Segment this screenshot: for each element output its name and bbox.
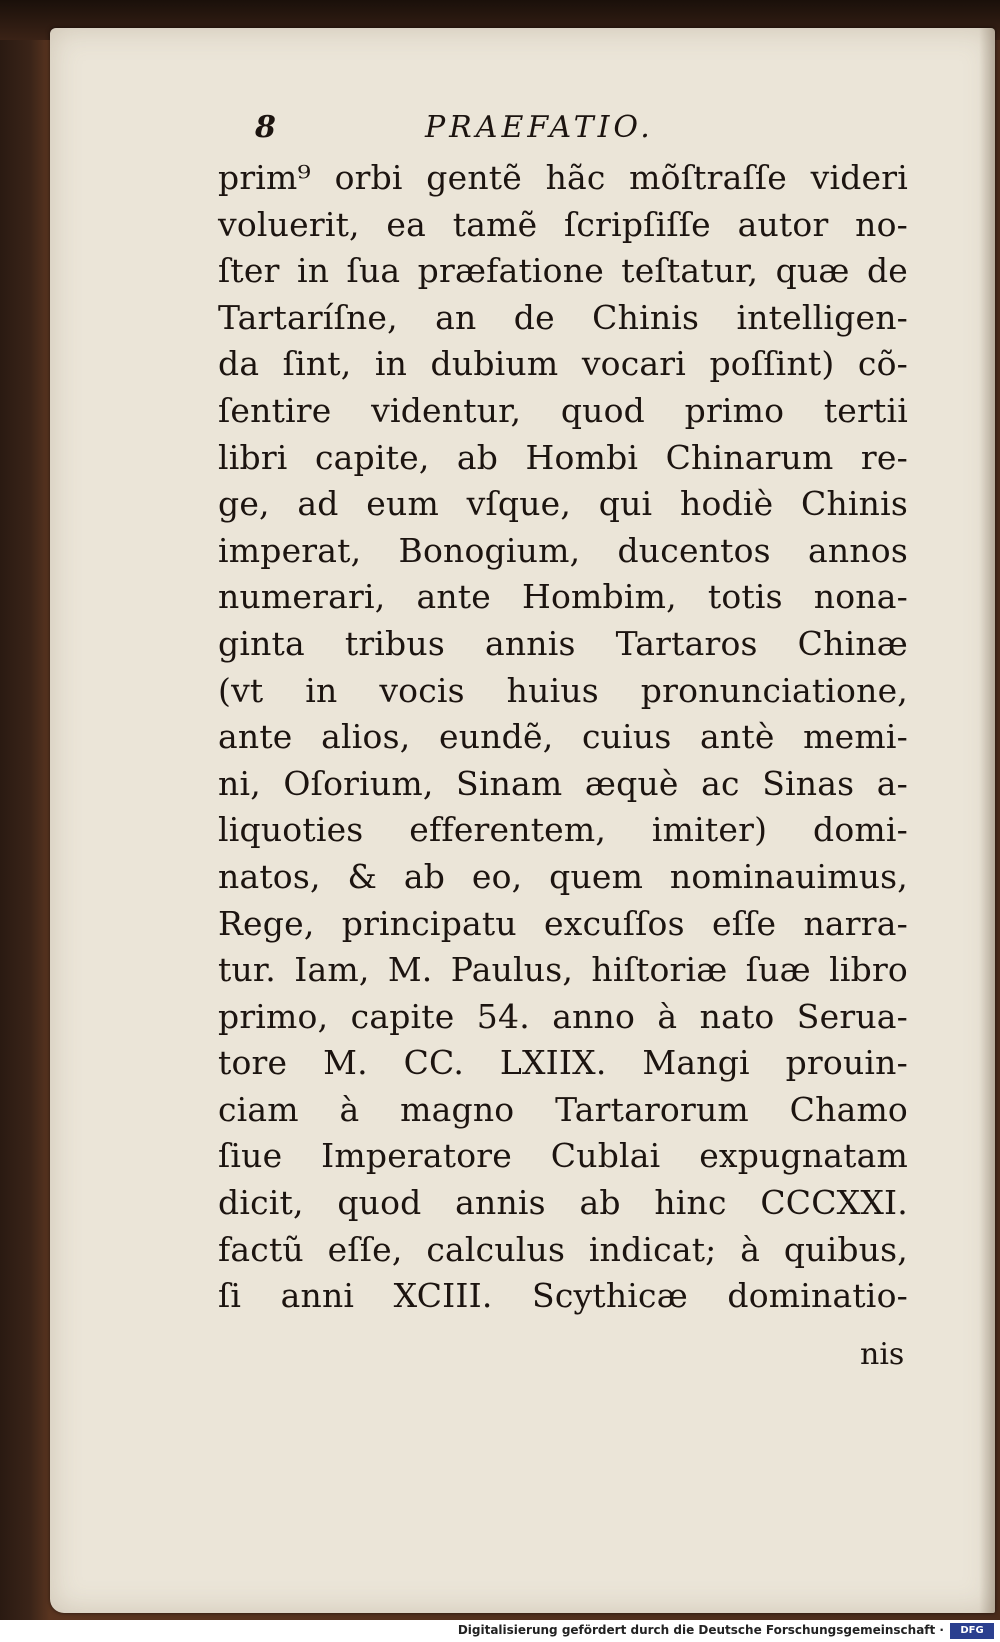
text-line: tur. Iam, M. Paulus, hiſtoriæ ſuæ libro — [218, 950, 908, 990]
text-line: ſter in ſua præfatione teſtatur, quæ de — [218, 251, 908, 291]
text-line: ante alios, eundẽ, cuius antè memi- — [218, 717, 908, 757]
text-line: ſiue Imperatore Cublai expugnatam — [218, 1136, 908, 1176]
dfg-logo: DFG — [950, 1623, 994, 1639]
text-line: natos, & ab eo, quem nominauimus, — [218, 856, 908, 896]
text-line: primo, capite 54. anno à nato Serua- — [218, 996, 908, 1036]
text-line: ſi anni XCIII. Scythicæ dominatio- — [218, 1276, 908, 1316]
text-line: da ſint, in dubium vocari poſſint) cõ- — [218, 344, 908, 384]
text-line: ciam à magno Tartarorum Chamo — [218, 1089, 908, 1129]
text-line: tore M. CC. LXIIX. Mangi prouin- — [218, 1043, 908, 1083]
page-number: 8 — [255, 110, 276, 145]
text-line: liquoties efferentem, imiter) domi- — [218, 810, 908, 850]
text-line: (vt in vocis huius pronunciatione, — [218, 670, 908, 710]
text-line: ge, ad eum vſque, qui hodiè Chinis — [218, 484, 908, 524]
funding-credit: Digitalisierung gefördert durch die Deutsche Forschungsgemeinschaft · — [457, 1623, 944, 1637]
text-line: ginta tribus annis Tartaros Chinæ — [218, 623, 908, 663]
page-fore-edge — [979, 28, 995, 1613]
catchword: nis — [860, 1337, 905, 1372]
text-line: Rege, principatu excuſſos eſſe narra- — [218, 903, 908, 943]
running-head — [225, 102, 765, 148]
text-line: numerari, ante Hombim, totis nona- — [218, 577, 908, 617]
text-line: libri capite, ab Hombi Chinarum re- — [218, 437, 908, 477]
text-line: ni, Oſorium, Sinam æquè ac Sinas a- — [218, 763, 908, 803]
text-line: factũ eſſe, calculus indicat; à quibus, — [218, 1229, 908, 1269]
text-line: prim⁹ orbi gentẽ hãc mõſtraſſe videri — [218, 158, 908, 197]
text-line: ſentire videntur, quod primo tertii — [218, 390, 908, 430]
text-line: imperat, Bonogium, ducentos annos — [218, 530, 908, 570]
text-line: Tartaríſne, an de Chinis intelligen- — [218, 297, 908, 337]
text-line: dicit, quod annis ab hinc CCCXXI. — [218, 1183, 908, 1223]
running-title: PRAEFATIO. — [425, 110, 654, 145]
text-line: voluerit, ea tamẽ ſcripſiſſe autor no- — [218, 204, 908, 244]
body-text — [218, 155, 908, 1320]
digitization-footer — [0, 1620, 1000, 1642]
